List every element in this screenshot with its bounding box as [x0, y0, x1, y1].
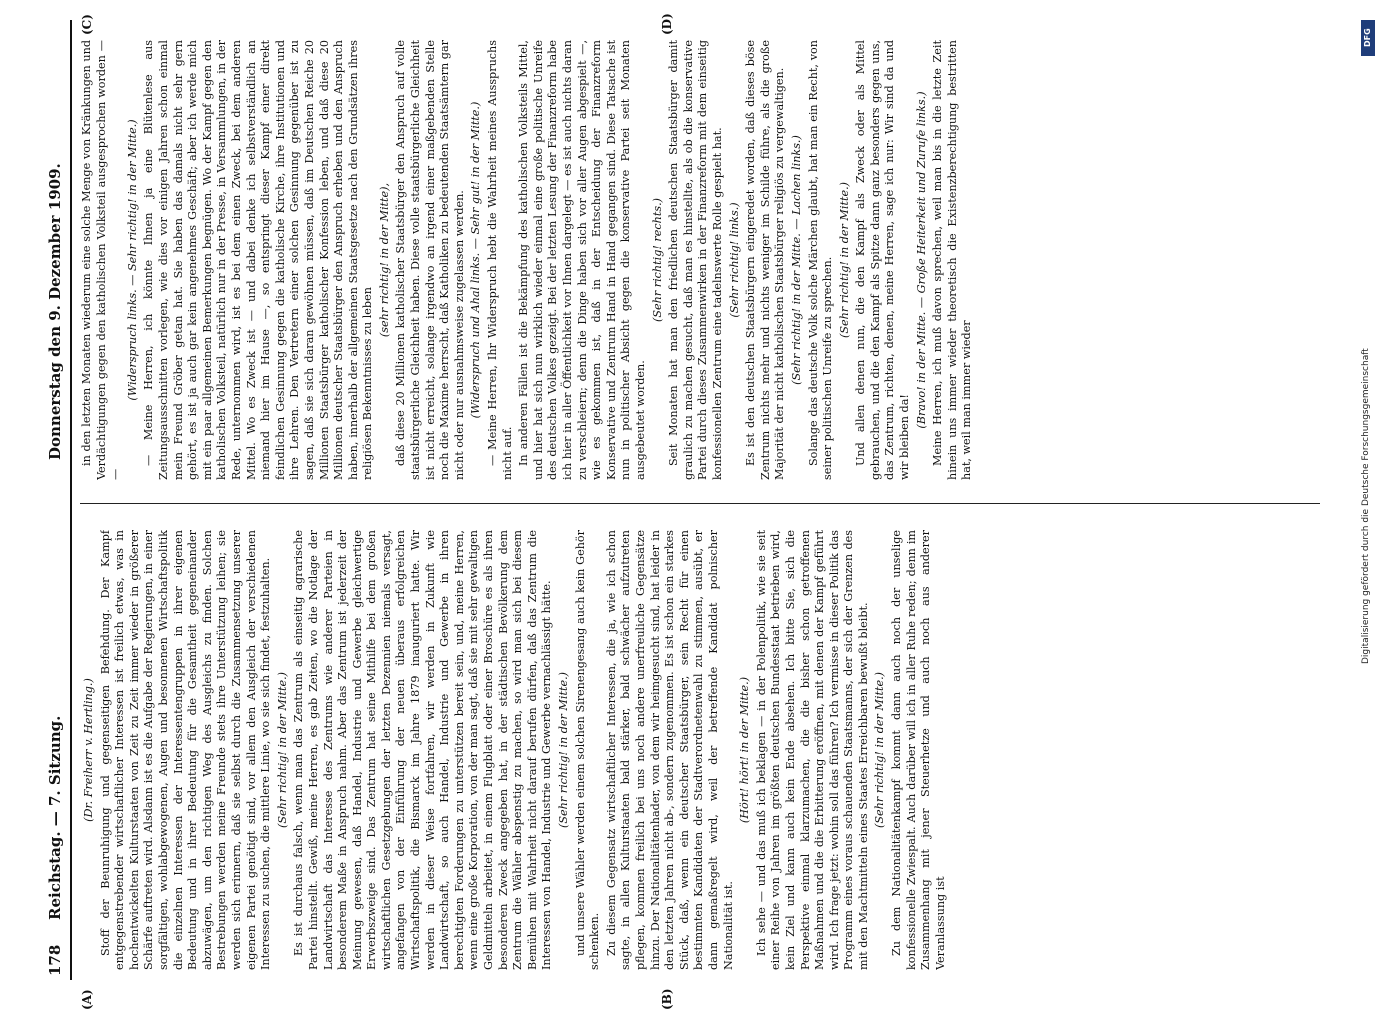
right-paragraph: Solange das deutsche Volk solche Märchen glaubt, hat man ein Recht, von seiner politischen Unreife zu sprechen. — [807, 40, 836, 480]
rotated-page-content — [40, 20, 1340, 980]
page-date: Donnerstag den 9. Dezember 1909. — [46, 163, 64, 460]
right-interjection: (Sehr richtig! in der Mitte.) — [838, 40, 853, 480]
right-paragraph: Meine Herren, ich muß davon sprechen, weil man bis in die letzte Zeit hinein uns immer wieder theoretisch die Existenzberechtigung bestritten hat, weil man immer wieder — [931, 40, 975, 480]
left-paragraph: Zu diesem Gegensatz wirtschaftlicher Interessen, die ja, wie ich schon sagte, in allen Kulturstaaten bald stärker, bald schwächer aufzutreten pflegen, kommen freilich bei uns noch andere unerfreuliche Gegensätze hinzu. Der Nationalitätenhader, von dem wir heimgesucht sind, hat leider in den letzten Jahren nicht ab-, sondern zugenommen. Es ist schon ein starkes Stück, daß, wenn ein deutscher Staatsbürger, sein Recht für einen bestimmten Kandidaten der Stadtverordnetenwahl zu stimmen, ausübt, er dann gemaßregelt wird, weil der betreffende Kandidat polnischer Nationalität ist. — [605, 530, 736, 970]
speaker-label: (Dr. Freiherr v. Hertling.) — [82, 530, 97, 970]
digitization-sidebar — [1361, 20, 1377, 660]
right-interjection: (Sehr richtig! rechts.) — [651, 40, 666, 480]
left-paragraph: und unsere Wähler werden einem solchen Sirenengesang auch kein Gehör schenken. — [574, 530, 603, 970]
right-paragraph: Und allen denen nun, die den Kampf als Zweck oder als Mittel gebrauchen, und die den Kampf als Spitze dann ganz besonders gegen uns, das Zentrum, richten, denen, meine Herren, sage ich nur: Wir sind da und wir bleiben da! — [854, 40, 912, 480]
right-interjection: (sehr richtig! in der Mitte), — [378, 40, 393, 480]
marker-b: (B) — [660, 989, 674, 1010]
left-paragraph: Es ist durchaus falsch, wenn man das Zentrum als einseitig agrarische Partei hinstellt. Gewiß, meine Herren, es gab Zeiten, wo die Notlage der Landwirtschaft das Interesse des Zentrums wie anderer Parteien in besonderem Maße in Anspruch nahm. Aber das Zentrum ist jederzeit der Meinung gewesen, daß Handel, Industrie und Gewerbe gleichwertige Erwerbszweige sind. Das Zentrum hat seine Mithilfe bei dem großen wirtschaftlichen Gesetzgebungen der letzten Dezennien niemals versagt, angefangen von der Einführung der neuen überaus erfolgreichen Wirtschaftspolitik, die Bismarck im Jahre 1879 inauguriert hatte. Wir werden in dieser Weise fortfahren, wir werden in Zukunft wie Landwirtschaft, so auch Handel, Industrie und Gewerbe in ihren berechtigten Forderungen zu unterstützen bereit sein, und, meine Herren, wenn eine große Korporation, von der man sagt, daß sie mit sehr gewaltigen Geldmitteln arbeitet, in einem Flugblatt oder einer Broschüre es als ihren besonderen Zweck angegeben hat, in der städtischen Bevölkerung dem Zentrum die Wähler abspenstig zu machen, so wird man sich bei diesem Bemühen mit Wahrheit nicht darauf berufen dürfen, daß das Zentrum die Interessen von Handel, Industrie und Gewerbe vernachlässigt hätte. — [292, 530, 555, 970]
left-interjection: (Sehr richtig! in der Mitte.) — [276, 530, 291, 970]
right-interjection: (Sehr richtig! in der Mitte. — Lachen links.) — [790, 40, 805, 480]
right-paragraph: Es ist den deutschen Staatsbürgern eingeredet worden, daß dieses böse Zentrum nichts mehr und nichts weniger im Schilde führe, als die große Majorität der nicht katholischen Staatsbürger religiös zu vergewaltigen. — [744, 40, 788, 480]
page-number: 178 — [46, 945, 64, 976]
left-paragraph: Zu dem Nationalitätenkampf kommt dann auch noch der unselige konfessionelle Zwiespalt. Auch darüber will ich in aller Ruhe reden; denn im Zusammenhang mit jener Steuerhetze und auch noch aus anderer Veranlassung ist — [890, 530, 948, 970]
right-paragraph: daß diese 20 Millionen katholischer Staatsbürger den Anspruch auf volle staatsbürgerliche Gleichheit haben. Diese volle staatsbürgerliche Gleichheit ist nicht erreicht, solange irgendwo an irgend einer maßgebenden Stelle noch die Maxime herrscht, daß Katholiken zu bedeutenden Staatsämtern gar nicht oder nur ausnahmsweise zugelassen werden. — [394, 40, 467, 480]
right-paragraph: In anderen Fällen ist die Bekämpfung des katholischen Volksteils Mittel, und hier hat sich nun wirklich wieder einmal eine große politische Unreife des deutschen Volkes gezeigt. Bei der letzten Lesung der Finanzreform habe ich hier in aller Öffentlichkeit vor Ihnen dargelegt — es ist auch nichts daran zu verschleiern; denn die Dinge haben sich vor aller Augen abgespielt —, wie es gekommen ist, daß in der Entscheidung der Finanzreform Konservative und Zentrum Hand in Hand gegangen sind. Diese Tatsache ist nun in politischer Absicht gegen die konservative Partei seit Monaten ausgebeutet worden. — [517, 40, 648, 480]
right-paragraph: — Meine Herren, Ihr Widerspruch hebt die Wahrheit meines Ausspruchs nicht auf. — [486, 40, 515, 480]
right-paragraph: in den letzten Monaten wiederum eine solche Menge von Kränkungen und Verdächtigungen gegen den katholischen Volksteil ausgesprochen worden — — — [80, 40, 124, 480]
left-interjection: (Hört! hört! in der Mitte.) — [738, 530, 753, 970]
right-interjection: (Bravo! in der Mitte. — Große Heiterkeit und Zurufe links.) — [915, 40, 930, 480]
column-divider — [80, 503, 1320, 504]
right-interjection: (Widerspruch links. — Sehr richtig! in der Mitte.) — [126, 40, 141, 480]
left-paragraph: Stoff der Beunruhigung und gegenseitigen Befehdung. Der Kampf entgegenstrebender wirtschaftlicher Interessen ist freilich etwas, was in hochentwickelten Kulturstaaten von Zeit zu Zeit immer wieder in größerer Schärfe auftreten wird. Alsdann ist es die Aufgabe der Regierungen, in einer sorgfältigen, wohlabgewogenen, Augen und besonnenen Wirtschaftspolitik die einzelnen Interessen der Interessentengruppen in ihrer eigenen Bedeutung und in ihrer Bedeutung für die Gesamtheit gegeneinander abzuwägen, um den richtigen Weg des Ausgleichs zu finden. Solchen Bestrebungen werden meine Freunde stets ihre Unterstützung leihen; sie werden sich erinnern, daß sie selbst durch die Zusammensetzung unserer eigenen Partei genötigt sind, vor allem den Ausgleich der verschiedenen Interessen zu suchen, die mittlere Linie, wo sie sich findet, festzuhalten. — [99, 530, 274, 970]
right-paragraph: Seit Monaten hat man den friedlichen deutschen Staatsbürger damit graulich zu machen gesucht, daß man es hinstellte, als ob die konservative Partei durch dieses Zusammenwirken in der Finanzreform mit dem einseitig konfessionellen Zentrum eine tadelnswerte Rolle gespielt hat. — [667, 40, 725, 480]
left-column — [80, 530, 1330, 970]
left-interjection: (Sehr richtig! in der Mitte.) — [873, 530, 888, 970]
marker-d: (D) — [660, 13, 674, 35]
marker-c: (C) — [80, 14, 94, 35]
left-interjection: (Sehr richtig! in der Mitte.) — [557, 530, 572, 970]
page-title: Reichstag. — 7. Sitzung. — [46, 716, 64, 920]
right-paragraph: — Meine Herren, ich könnte Ihnen ja eine Blütenlese aus Zeitungsausschnitten vorlegen, wie dies vor einigen Jahren schon einmal mein Freund Gröber getan hat. Sie haben das damals nicht sehr gern gehört, es ist ja auch gar kein angenehmes Geschäft; aber ich werde mich mit ein paar allgemeinen Bemerkungen begnügen. Wo der Kampf gegen den katholischen Volksteil, natürlich nur in der Presse, in Versammlungen, in der Rede, unternommen wird, ist es bei dem einen Zweck, bei dem anderen Mittel. Wo es Zweck ist — und dabei denke ich selbstverständlich an niemand hier im Hause —, so entspringt dieser Kampf einer direkt feindlichen Gesinnung gegen die katholische Kirche, ihre Institutionen und ihre Lehren. Den Vertretern einer solchen Gesinnung gegenüber ist zu sagen, daß sie sich daran gewöhnen müssen, daß im Deutschen Reiche 20 Millionen Staatsbürger katholischer Konfession leben, und daß diese 20 Millionen deutscher Staatsbürger den Anspruch erheben und den Anspruch haben, innerhalb der allgemeinen Staatsgesetze nach den Grundsätzen ihres religiösen Bekenntnisses zu leben — [142, 40, 376, 480]
digitization-note: Digitalisierung gefördert durch die Deutsche Forschungsgemeinschaft — [1361, 64, 1375, 664]
right-interjection: (Widerspruch und Ahal links. — Sehr gut! in der Mitte.) — [469, 40, 484, 480]
right-interjection: (Sehr richtig! links.) — [728, 40, 743, 480]
dfg-logo: DFG — [1361, 20, 1375, 56]
marker-a: (A) — [80, 989, 94, 1010]
right-column — [80, 40, 1330, 480]
left-paragraph: Ich sehe — und das muß ich beklagen — in der Polenpolitik, wie sie seit einer Reihe von Jahren im größten deutschen Bundesstaat betrieben wird, kein Ziel und kann auch kein Ende absehen. Ich bitte Sie, sich die Perspektive einmal klarzumachen, die die bisher schon getroffenen Maßnahmen und die die Erbitterung eröffnen, mit denen der Kampf geführt wird. Ich frage jetzt: wohin soll das führen? Ich vermisse in dieser Politik das Programm eines voraus schauenden Staatsmanns, der sich der Grenzen des mit den Machtmitteln eines Staates Erreichbaren bewußt bleibt. — [755, 530, 872, 970]
page-header — [40, 20, 72, 980]
